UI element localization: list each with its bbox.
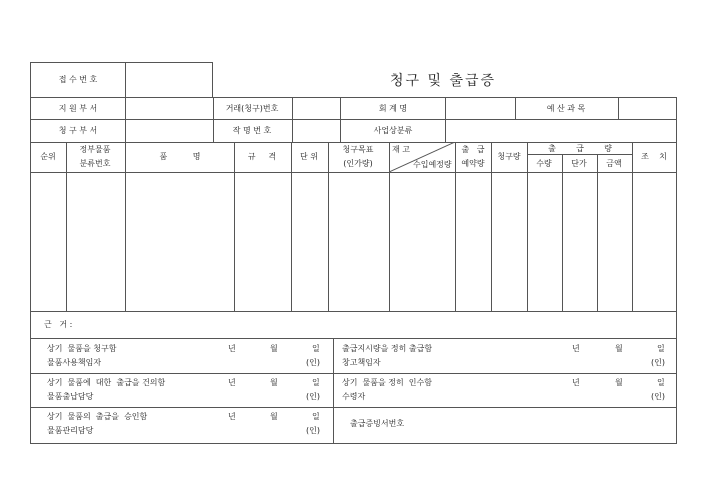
review-seal: (인) — [306, 392, 320, 401]
row-divider — [30, 373, 677, 374]
receive-month: 월 — [615, 378, 623, 387]
col-request-target-line2: (인가량) — [343, 159, 373, 168]
approve-role: 물품관리담당 — [47, 426, 94, 435]
header-divider — [125, 97, 126, 142]
approve-year: 년 — [228, 412, 236, 421]
col-seq: 순위 — [40, 152, 56, 161]
row-divider — [30, 338, 677, 339]
request-day: 일 — [312, 344, 320, 353]
col-unit-price: 단가 — [571, 159, 587, 168]
approve-seal: (인) — [306, 426, 320, 435]
operation-number-label: 작 명 번 호 — [232, 126, 272, 135]
col-stock: 재 고 — [392, 145, 410, 154]
review-statement: 상기 물품에 대한 출급을 건의함 — [47, 378, 166, 387]
review-year: 년 — [228, 378, 236, 387]
request-seal: (인) — [306, 358, 320, 367]
column-divider — [328, 142, 329, 311]
header-divider — [292, 97, 293, 142]
col-gov-class-line1: 정부물품 — [79, 145, 111, 154]
column-divider — [597, 154, 598, 311]
account-name-label: 회 계 명 — [378, 104, 408, 113]
request-month: 월 — [270, 344, 278, 353]
order-day: 일 — [657, 344, 665, 353]
order-month: 월 — [615, 344, 623, 353]
column-divider — [527, 142, 528, 311]
request-year: 년 — [228, 344, 236, 353]
col-unit: 단 위 — [300, 152, 318, 161]
col-amount: 금액 — [606, 159, 622, 168]
row-divider — [30, 142, 677, 143]
receipt-number-label: 접 수 번 호 — [58, 75, 98, 84]
request-dept-label: 청 구 부 서 — [58, 126, 98, 135]
receive-role: 수령자 — [342, 392, 366, 401]
issued-qty-subdivider — [527, 154, 632, 155]
support-dept-label: 지 원 부 서 — [58, 104, 98, 113]
review-day: 일 — [312, 378, 320, 387]
issue-certificate-number-label: 출급증빙서번호 — [350, 419, 405, 428]
col-issue-reserve-line1: 출 급 — [461, 145, 485, 154]
row-divider — [30, 407, 677, 408]
col-action: 조 치 — [641, 152, 667, 161]
business-category-label: 사업상분류 — [373, 126, 413, 135]
col-spec: 규 격 — [247, 152, 277, 161]
order-statement: 출급지시량을 정히 출급함 — [342, 344, 433, 353]
column-divider — [66, 142, 67, 311]
header-divider — [515, 97, 516, 120]
request-role: 물품사용책임자 — [47, 358, 102, 367]
row-divider — [30, 311, 677, 312]
receipt-number-box — [30, 62, 213, 98]
col-qty: 수량 — [536, 159, 552, 168]
approve-statement: 상기 물품의 출급을 승인함 — [47, 412, 148, 421]
row-divider — [30, 172, 677, 173]
review-role: 물품출납담당 — [47, 392, 94, 401]
approve-month: 월 — [270, 412, 278, 421]
column-divider — [455, 142, 456, 311]
approve-day: 일 — [312, 412, 320, 421]
column-divider — [291, 142, 292, 311]
col-request-target-line1: 청구목표 — [342, 145, 374, 154]
request-statement: 상기 물품을 청구함 — [47, 344, 117, 353]
column-divider — [234, 142, 235, 311]
header-divider — [618, 97, 619, 120]
order-year: 년 — [572, 344, 580, 353]
column-divider — [562, 154, 563, 311]
column-divider — [632, 142, 633, 311]
signature-divider — [333, 338, 334, 444]
divider — [125, 62, 126, 98]
header-divider — [213, 97, 214, 142]
order-role: 창고책임자 — [342, 358, 381, 367]
receive-year: 년 — [572, 378, 580, 387]
col-item-name: 품 명 — [159, 152, 201, 161]
row-divider — [30, 119, 677, 120]
receive-seal: (인) — [651, 392, 665, 401]
header-divider — [445, 97, 446, 142]
order-seal: (인) — [651, 358, 665, 367]
col-incoming: 수입예정량 — [413, 160, 452, 169]
col-issued-qty: 출 급 량 — [548, 144, 612, 153]
col-issue-reserve-line2: 예약량 — [461, 159, 485, 168]
column-divider — [491, 142, 492, 311]
column-divider — [125, 142, 126, 311]
col-request-qty: 청구량 — [497, 152, 521, 161]
basis-label: 근 거 : — [44, 320, 73, 329]
receive-day: 일 — [657, 378, 665, 387]
header-divider — [340, 97, 341, 142]
trade-number-label: 거래(청구)번호 — [225, 104, 279, 113]
budget-item-label: 예 산 과 목 — [546, 104, 586, 113]
form-title: 청구 및 출급증 — [390, 73, 497, 89]
review-month: 월 — [270, 378, 278, 387]
col-gov-class-line2: 분류번호 — [79, 159, 111, 168]
receive-statement: 상기 물품을 정히 인수함 — [342, 378, 432, 387]
